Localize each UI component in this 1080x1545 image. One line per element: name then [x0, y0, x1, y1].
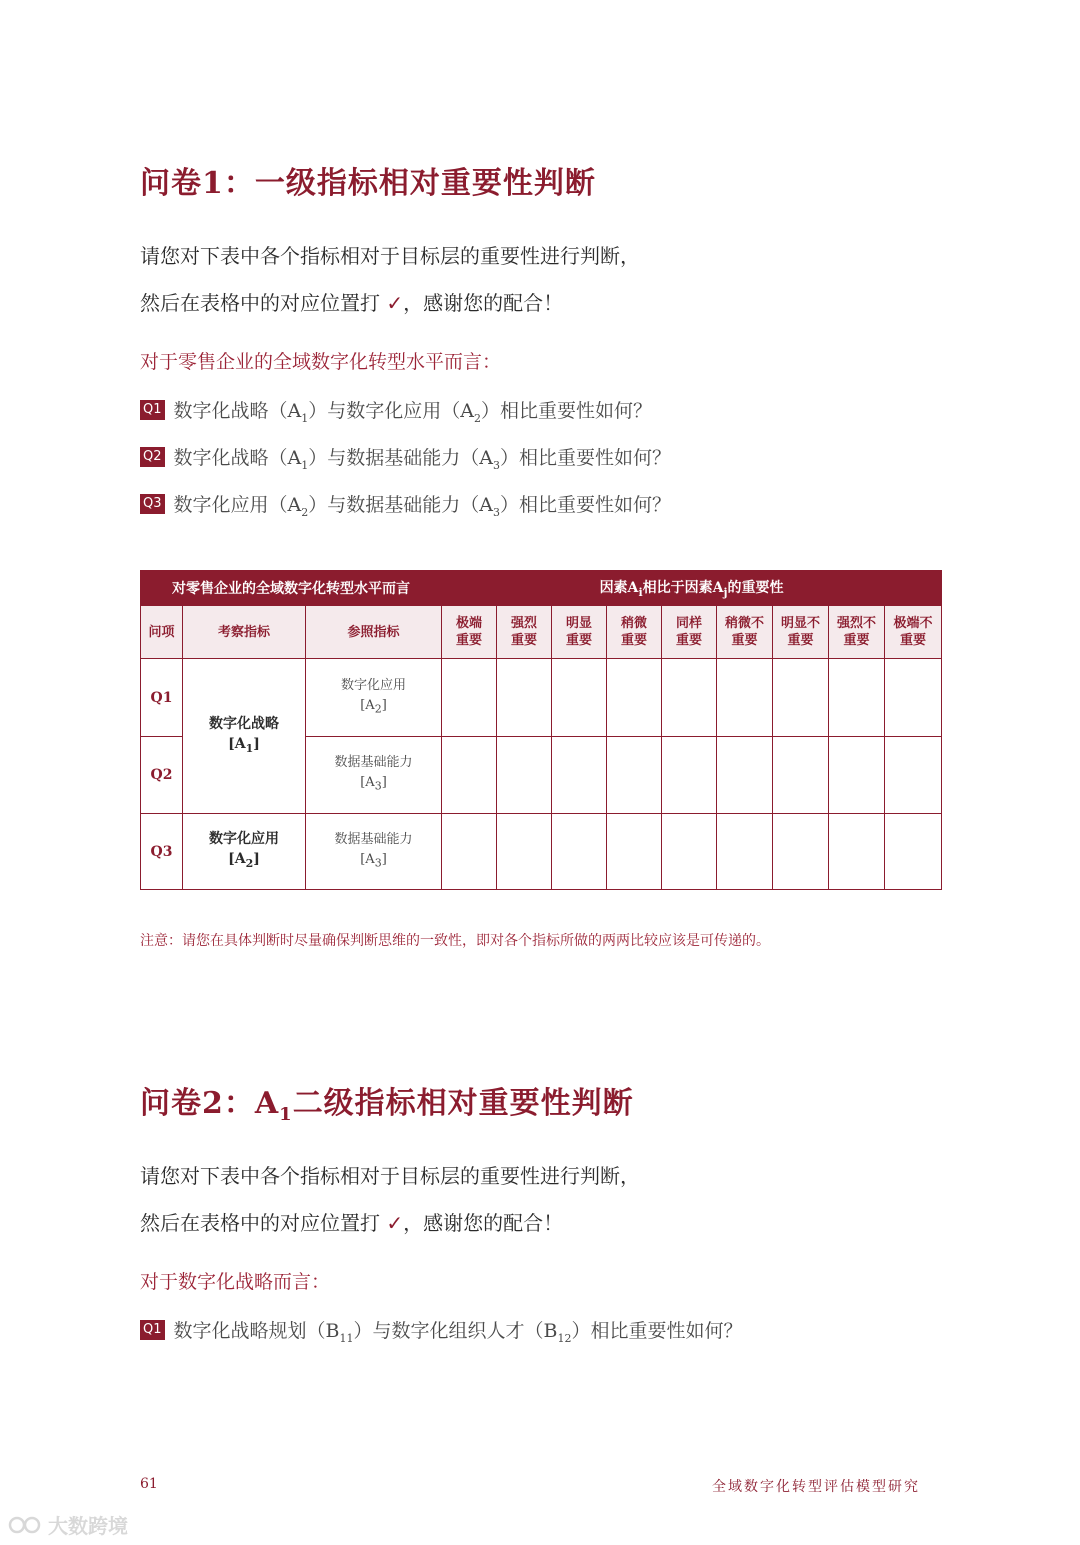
table-row	[141, 814, 942, 890]
section1-intro-line1: 请您对下表中各个指标相对于目标层的重要性进行判断，	[140, 244, 640, 268]
rating-cell[interactable]	[885, 659, 942, 737]
watermark-text: 大数跨境	[48, 1514, 128, 1538]
section1-question-2	[140, 443, 671, 472]
scale-header: 稍微不 重要	[717, 606, 773, 659]
intro-text-a: 然后在表格中的对应位置打	[140, 291, 380, 315]
rating-cell[interactable]	[607, 814, 662, 890]
section1-context: 对于零售企业的全域数字化转型水平而言：	[140, 351, 502, 373]
section2-title: 问卷2：$A_1$二级指标相对重要性判断	[140, 1086, 634, 1125]
rating-cell[interactable]	[497, 814, 552, 890]
rating-cell[interactable]	[829, 737, 885, 814]
rating-cell[interactable]	[442, 814, 497, 890]
rating-cell[interactable]	[885, 737, 942, 814]
table-row	[141, 659, 942, 737]
col-header-question: 问项	[141, 606, 183, 659]
watermark	[8, 1510, 128, 1539]
rating-cell[interactable]	[829, 814, 885, 890]
rating-cell[interactable]	[885, 814, 942, 890]
scale-header: 强烈 重要	[497, 606, 552, 659]
row-question: Q3	[141, 814, 183, 890]
question-badge: Q1	[140, 1320, 165, 1340]
reference-cell: 数据基础能力 $[A_3]$	[306, 737, 442, 814]
scale-header: 同样 重要	[662, 606, 717, 659]
question-text: 数字化应用$(A_2)$与数据基础能力$(A_3)$相比重要性如何？	[173, 494, 671, 519]
comparison-table	[140, 570, 942, 890]
rating-cell[interactable]	[717, 737, 773, 814]
col-header-reference: 参照指标	[306, 606, 442, 659]
indicator-cell: 数字化应用 $[A_2]$	[183, 814, 306, 890]
question-text: 数字化战略$(A_1)$与数字化应用$(A_2)$相比重要性如何？	[173, 400, 652, 425]
scale-header: 明显 重要	[552, 606, 607, 659]
rating-cell[interactable]	[717, 659, 773, 737]
page-number: 61	[140, 1476, 158, 1492]
rating-cell[interactable]	[662, 737, 717, 814]
indicator-cell: 数字化战略 $[A_1]$	[183, 659, 306, 814]
rating-cell[interactable]	[442, 737, 497, 814]
table-right-header: 因素$A_i$相比于因素$A_j$的重要性	[442, 571, 942, 606]
rating-cell[interactable]	[497, 737, 552, 814]
rating-cell[interactable]	[607, 737, 662, 814]
section1-title: 问卷1：一级指标相对重要性判断	[140, 166, 596, 201]
rating-cell[interactable]	[442, 659, 497, 737]
rating-cell[interactable]	[773, 814, 829, 890]
reference-cell: 数字化应用 $[A_2]$	[306, 659, 442, 737]
checkmark-icon: ✓	[386, 291, 404, 315]
section2-intro-line2	[140, 1207, 563, 1236]
rating-cell[interactable]	[552, 659, 607, 737]
rating-cell[interactable]	[717, 814, 773, 890]
question-text: 数字化战略规划$(B_{11})$与数字化组织人才$(B_{12})$相比重要性如何？	[173, 1320, 743, 1345]
question-text: 数字化战略$(A_1)$与数据基础能力$(A_3)$相比重要性如何？	[173, 447, 671, 472]
rating-cell[interactable]	[662, 659, 717, 737]
intro-text-b: ，感谢您的配合！	[403, 1211, 564, 1235]
rating-cell[interactable]	[497, 659, 552, 737]
table-left-header: 对零售企业的全域数字化转型水平而言	[141, 571, 442, 606]
scale-header: 极端不 重要	[885, 606, 942, 659]
checkmark-icon: ✓	[386, 1211, 404, 1235]
watermark-logo-icon	[8, 1513, 48, 1537]
scale-header: 稍微 重要	[607, 606, 662, 659]
section2-context: 对于数字化战略而言：	[140, 1271, 331, 1293]
question-badge: Q2	[140, 447, 165, 467]
scale-header: 极端 重要	[442, 606, 497, 659]
intro-text-a: 然后在表格中的对应位置打	[140, 1211, 380, 1235]
question-badge: Q1	[140, 400, 165, 420]
row-question: Q2	[141, 737, 183, 814]
section1-question-3	[140, 490, 671, 519]
reference-cell: 数据基础能力 $[A_3]$	[306, 814, 442, 890]
rating-cell[interactable]	[773, 659, 829, 737]
running-title: 全域数字化转型评估模型研究	[712, 1479, 920, 1495]
rating-cell[interactable]	[662, 814, 717, 890]
section1-intro-line2	[140, 287, 563, 316]
rating-cell[interactable]	[829, 659, 885, 737]
intro-text-b: ，感谢您的配合！	[403, 291, 564, 315]
question-badge: Q3	[140, 494, 165, 514]
rating-cell[interactable]	[552, 814, 607, 890]
section1-question-1	[140, 396, 652, 425]
section2-question-1	[140, 1316, 742, 1345]
rating-cell[interactable]	[773, 737, 829, 814]
row-question: Q1	[141, 659, 183, 737]
rating-cell[interactable]	[552, 737, 607, 814]
consistency-note: 注意：请您在具体判断时尽量确保判断思维的一致性，即对各个指标所做的两两比较应该是可传递的。	[140, 933, 770, 949]
col-header-indicator: 考察指标	[183, 606, 306, 659]
scale-header: 明显不 重要	[773, 606, 829, 659]
section2-intro-line1: 请您对下表中各个指标相对于目标层的重要性进行判断，	[140, 1164, 640, 1188]
rating-cell[interactable]	[607, 659, 662, 737]
scale-header: 强烈不 重要	[829, 606, 885, 659]
